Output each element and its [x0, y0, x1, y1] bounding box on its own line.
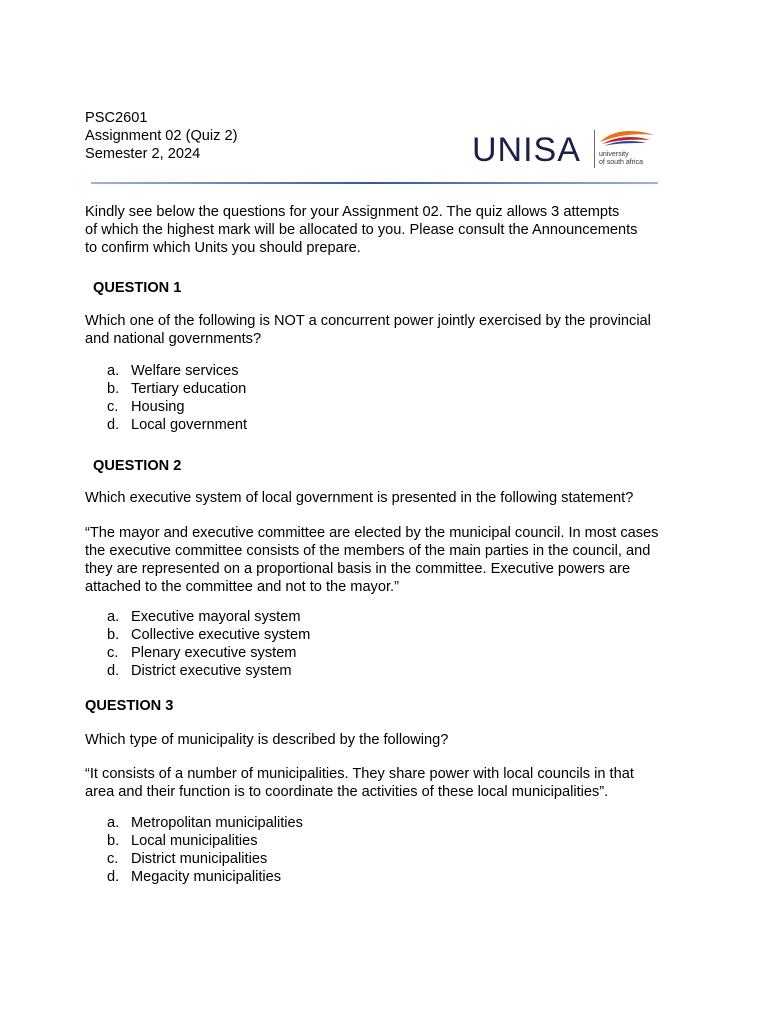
question-1-title: QUESTION 1 — [93, 280, 182, 296]
question-3-prompt: Which type of municipality is described by the following? — [85, 732, 449, 748]
list-item: a. Welfare services — [107, 363, 239, 379]
list-item: d. District executive system — [107, 663, 292, 679]
question-1-prompt: Which one of the following is NOT a concurrent power jointly exercised by the provincial and national governments? — [85, 313, 651, 347]
document-header — [85, 109, 238, 163]
list-item: a. Executive mayoral system — [107, 609, 301, 625]
question-3-title: QUESTION 3 — [85, 698, 174, 714]
logo-flame-icon — [598, 128, 658, 150]
semester: Semester 2, 2024 — [85, 146, 201, 162]
list-item: b. Tertiary education — [107, 381, 247, 397]
question-3-quote: “It consists of a number of municipalities. They share power with local councils in that area and their function is to coordinate the activities of these local municipalities”. — [85, 766, 634, 800]
unisa-logo — [472, 128, 662, 172]
list-item: c. District municipalities — [107, 851, 268, 867]
question-1-options — [107, 362, 247, 434]
question-2-title: QUESTION 2 — [93, 458, 182, 474]
list-item: b. Collective executive system — [107, 627, 311, 643]
header-rule — [91, 182, 658, 184]
intro-paragraph: Kindly see below the questions for your Assignment 02. The quiz allows 3 attempts of which the highest mark will be allocated to you. Please consult the Announcements to confirm which Units you should prepare. — [85, 204, 638, 256]
logo-divider — [594, 130, 595, 168]
question-2-prompt: Which executive system of local government is presented in the following statement? — [85, 490, 634, 506]
question-2-options — [107, 608, 310, 680]
logo-tagline: university of south africa — [599, 151, 643, 166]
course-code: PSC2601 — [85, 110, 148, 126]
list-item: d. Local government — [107, 417, 248, 433]
question-3-options — [107, 814, 303, 886]
logo-wordmark: UNISA — [472, 131, 581, 169]
assignment-title: Assignment 02 (Quiz 2) — [85, 128, 238, 144]
list-item: c. Plenary executive system — [107, 645, 297, 661]
list-item: a. Metropolitan municipalities — [107, 815, 303, 831]
logo-flame-orange — [600, 131, 654, 142]
list-item: b. Local municipalities — [107, 833, 258, 849]
list-item: c. Housing — [107, 399, 185, 415]
list-item: d. Megacity municipalities — [107, 869, 282, 885]
question-2-quote: “The mayor and executive committee are elected by the municipal council. In most cases the executive committee consists of the members of the main parties in the council, and they are represented on a proportional basis in the committee. Executive powers are attached to the committee and not to the mayor.” — [85, 525, 659, 595]
